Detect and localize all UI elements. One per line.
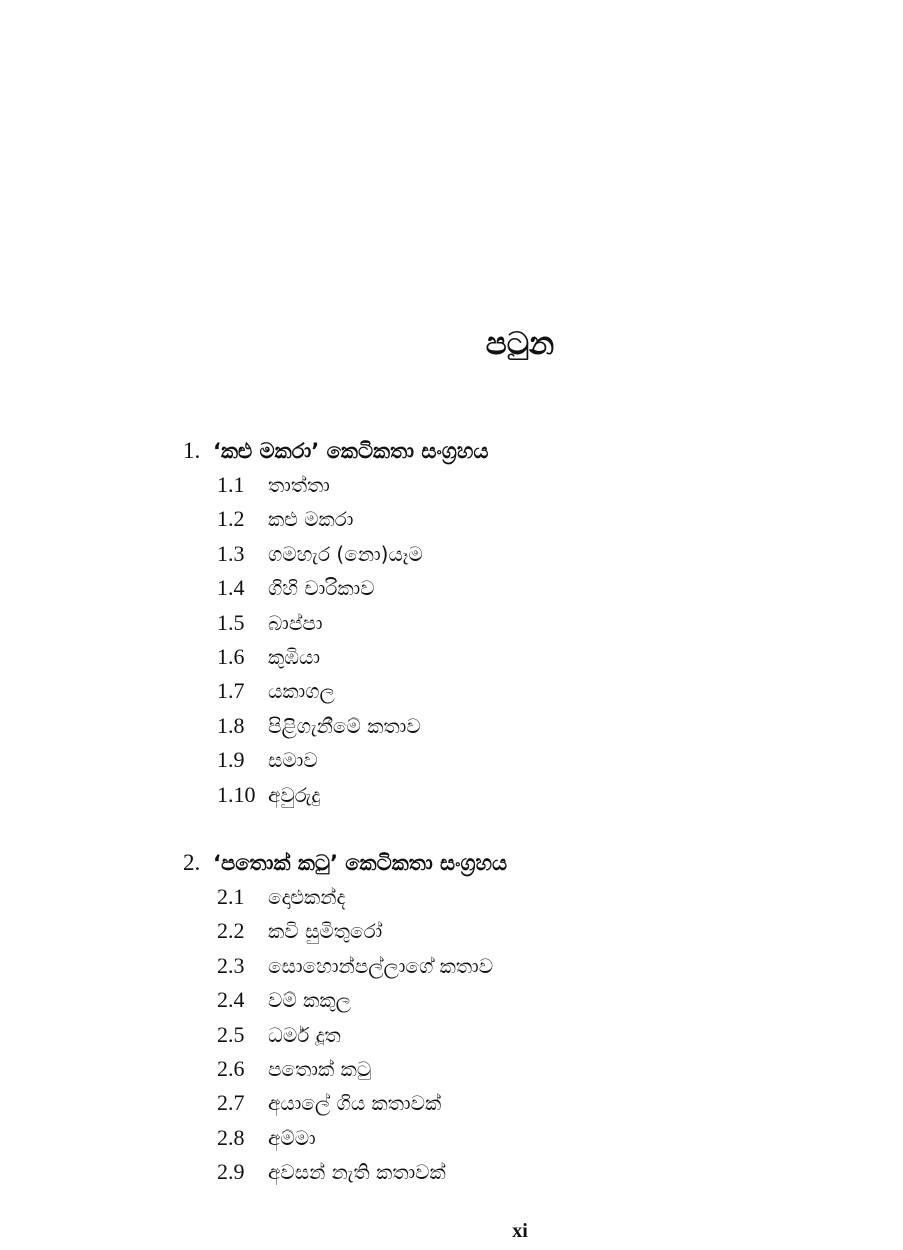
toc-entry — [183, 1086, 507, 1120]
toc-entry — [183, 709, 488, 743]
entry-number: 1.1 — [217, 472, 245, 497]
section-title: ‘කළු මකරා’ කෙටිකතා සංග්‍රහය — [213, 439, 489, 463]
toc-entry — [183, 1018, 507, 1052]
entry-title: ගිහි චාරිකාව — [268, 576, 375, 601]
entry-title: තාත්තා — [268, 473, 330, 497]
entry-number: 1.6 — [217, 643, 245, 669]
section-number: 2. — [183, 850, 201, 875]
entry-number: 2.1 — [217, 884, 245, 909]
entry-title: අවුරුදු — [268, 782, 321, 807]
entry-number: 2.9 — [217, 1159, 245, 1185]
entry-number: 2.4 — [217, 987, 245, 1013]
section-title: ‘පතොක් කටු’ කෙටිකතා සංග්‍රහය — [213, 851, 508, 875]
entry-number: 2.5 — [217, 1021, 245, 1047]
entry-title: කුඹියා — [268, 644, 321, 669]
toc-entry — [183, 640, 488, 674]
entry-number: 1.2 — [217, 506, 245, 532]
toc-section-1 — [183, 434, 488, 812]
entry-title: අවසන් නැති කතාවක් — [268, 1160, 446, 1185]
entry-title: අයාලේ ගිය කතාවක් — [268, 1091, 442, 1116]
entry-number: 2.6 — [217, 1055, 245, 1081]
page-number: xi — [512, 1220, 528, 1242]
entry-number: 1.8 — [217, 712, 245, 738]
toc-entry — [183, 1155, 507, 1189]
entry-title: ගමහැර (නො)යෑම — [268, 541, 423, 566]
entry-title: කළු මකරා — [268, 507, 354, 532]
entry-title: වම් කකුල — [268, 988, 351, 1013]
section-number: 1. — [183, 438, 201, 463]
toc-entry — [183, 606, 488, 640]
entry-number: 2.7 — [217, 1090, 245, 1116]
toc-entry — [183, 571, 488, 605]
entry-number: 1.5 — [217, 609, 245, 635]
section-heading — [183, 434, 488, 468]
entry-title: බාප්පා — [268, 610, 323, 635]
page-title: පටුන — [485, 326, 555, 362]
toc-entry — [183, 674, 488, 708]
entry-title: යකාගල — [268, 679, 335, 704]
toc-entry — [183, 778, 488, 812]
entry-number: 1.10 — [217, 781, 256, 807]
entry-title: ධර්ම දූත — [268, 1022, 341, 1047]
toc-section-2 — [183, 846, 507, 1190]
section-heading — [183, 846, 507, 880]
toc-entry — [183, 983, 507, 1017]
toc-entry — [183, 1121, 507, 1155]
toc-entry — [183, 743, 488, 777]
toc-entry — [183, 949, 507, 983]
toc-entry — [183, 502, 488, 536]
entry-number: 1.3 — [217, 540, 245, 566]
entry-title: සමාව — [268, 748, 318, 773]
entry-number: 1.4 — [217, 575, 245, 601]
toc-entry — [183, 880, 507, 914]
entry-title: කවි සුමිතුරෝ — [268, 919, 383, 944]
toc-entry — [183, 468, 488, 502]
entry-title: පතොක් කටු — [268, 1056, 372, 1081]
toc-entry — [183, 914, 507, 948]
toc-entry — [183, 1052, 507, 1086]
entry-number: 2.8 — [217, 1124, 245, 1150]
entry-number: 1.7 — [217, 678, 245, 704]
entry-title: දොළුකන්ද — [268, 885, 346, 909]
entry-number: 1.9 — [217, 747, 245, 773]
toc-entry — [183, 537, 488, 571]
entry-title: සොහොන්පල්ලාගේ කතාව — [268, 953, 494, 978]
entry-number: 2.2 — [217, 918, 245, 944]
entry-title: අම්මා — [268, 1125, 316, 1150]
entry-title: පිළිගැනීමේ කතාව — [268, 713, 421, 738]
entry-number: 2.3 — [217, 952, 245, 978]
